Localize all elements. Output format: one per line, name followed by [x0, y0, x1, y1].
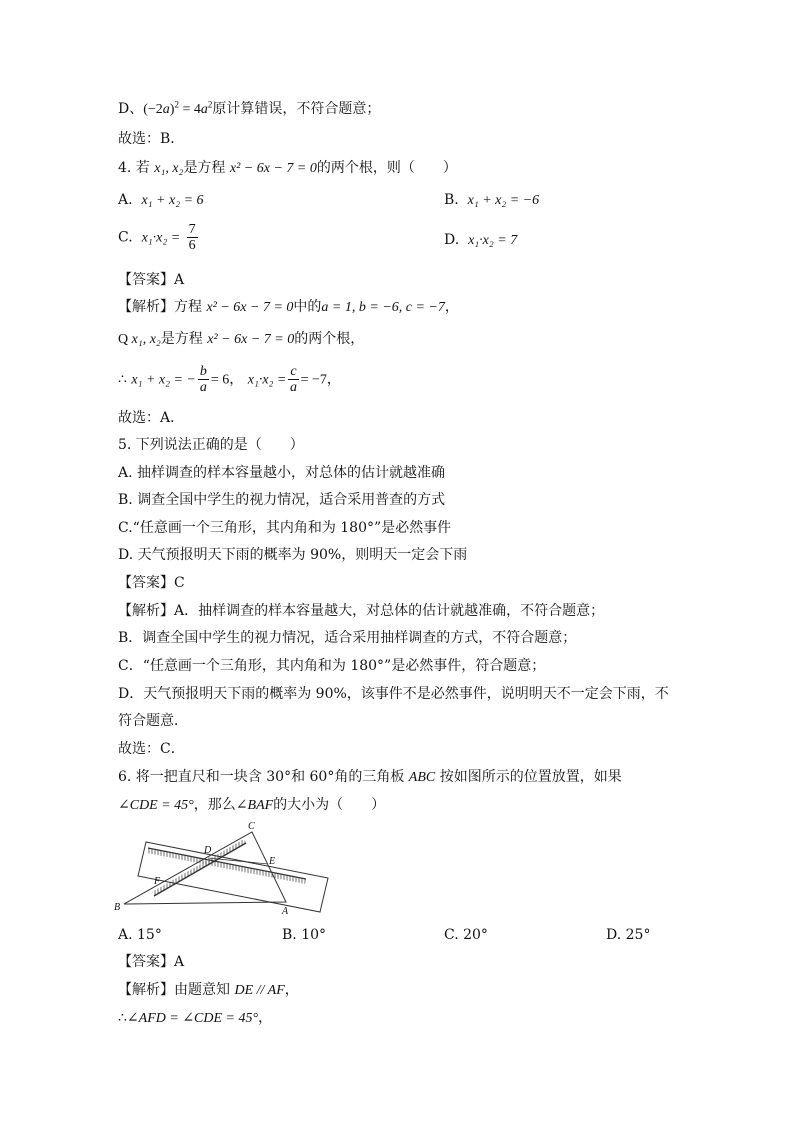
- stem-text: ，那么: [193, 797, 236, 813]
- q3-option-d-line: [118, 99, 380, 120]
- q3-answer-line: 故选：B．: [118, 131, 185, 147]
- option-math: x₁ + x₂ = 6: [141, 193, 204, 208]
- label-d: D: [204, 845, 212, 856]
- analysis-math: x₁·x₂ =: [247, 372, 287, 388]
- ruler-triangle-figure: [112, 818, 334, 918]
- fraction-numerator: 7: [188, 222, 196, 237]
- analysis-math: a = 1, b = −6, c = −7: [321, 300, 445, 315]
- q5-option-b: B. 调查全国中学生的视力情况，适合采用普查的方式: [118, 492, 446, 508]
- expr-var: a: [162, 102, 170, 117]
- q6-option-c: C. 20°: [444, 927, 488, 943]
- analysis-symbol: Q: [118, 332, 132, 347]
- q6-stem-2: [118, 795, 385, 816]
- q4-option-a: [118, 190, 204, 211]
- q4-analysis-3: [118, 364, 341, 395]
- q4-option-d: [444, 230, 517, 251]
- stem-text: 的大小为（ ）: [273, 797, 386, 813]
- analysis-text: ，: [326, 371, 341, 388]
- analysis-label: 【解析】: [118, 299, 174, 315]
- stem-text: 的两个根，则（ ）: [316, 160, 457, 176]
- option-math: x₁·x₂ = 7: [468, 233, 518, 248]
- exponent: 2: [174, 99, 179, 110]
- exponent: 2: [207, 99, 213, 110]
- stem-text: 是方程: [183, 160, 230, 176]
- analysis-text: ，: [284, 982, 299, 998]
- q4-stem: [118, 158, 457, 179]
- label-e: E: [269, 856, 276, 867]
- analysis-text: 【解析】由题意知: [118, 982, 235, 998]
- expr-part: = 4: [178, 102, 201, 117]
- fraction-numerator: b: [199, 364, 207, 379]
- q6-stem-1: [118, 767, 622, 788]
- label-b: B: [114, 902, 121, 913]
- analysis-symbol: ∴: [118, 371, 132, 388]
- analysis-text: ，: [229, 371, 244, 388]
- option-d-prefix: D、: [118, 101, 144, 117]
- option-label: D.: [444, 232, 460, 248]
- analysis-math: = 6: [210, 372, 230, 388]
- stem-math: x₁, x₂: [154, 161, 184, 176]
- q4-option-b: [444, 190, 539, 211]
- q5-answer-line: 故选：C．: [118, 741, 185, 757]
- analysis-text: ，: [444, 299, 459, 315]
- fraction-denominator: a: [199, 380, 207, 395]
- analysis-math: DE // AF: [234, 983, 285, 998]
- analysis-text: ，: [258, 1010, 273, 1026]
- q5-answer: 【答案】C: [118, 575, 185, 591]
- q5-option-d: D. 天气预报明天下雨的概率为 90%，则明天一定会下雨: [118, 547, 468, 563]
- label-c: C: [248, 821, 255, 832]
- analysis-math: x₁, x₂: [131, 332, 161, 347]
- analysis-math: x² − 6x − 7 = 0: [206, 300, 294, 315]
- stem-math: ABC: [408, 770, 436, 785]
- q4-analysis-1: [118, 297, 459, 318]
- stem-text: 按如图所示的位置放置，如果: [435, 769, 622, 785]
- expr-var: a: [200, 102, 208, 117]
- label-f: F: [154, 876, 161, 887]
- option-label: C.: [118, 229, 133, 246]
- option-d-text: 原计算错误，不符合题意；: [212, 101, 381, 117]
- q5-analysis-2: B．调查全国中学生的视力情况，适合采用抽样调查的方式，不符合题意；: [118, 630, 577, 646]
- fraction: [187, 222, 198, 253]
- q6-option-b: B. 10°: [282, 927, 327, 943]
- fraction: [288, 364, 298, 395]
- stem-math: ∠BAF: [235, 798, 274, 813]
- q5-stem: 5. 下列说法正确的是（ ）: [118, 437, 304, 453]
- stem-math: x² − 6x − 7 = 0: [229, 161, 317, 176]
- q4-option-c: [118, 222, 200, 253]
- expr-part: (−2: [143, 102, 163, 117]
- q5-option-a: A. 抽样调查的样本容量越小，对总体的估计就越准确: [118, 465, 446, 481]
- q5-analysis-1: 【解析】A．抽样调查的样本容量越大，对总体的估计就越准确，不符合题意；: [118, 603, 605, 619]
- stem-text: 6. 将一把直尺和一块含 30°和 60°角的三角板: [118, 769, 409, 785]
- analysis-math: = −7: [300, 372, 327, 388]
- analysis-text: 方程: [174, 299, 207, 315]
- fraction-denominator: a: [289, 380, 297, 395]
- q5-analysis-4: D．天气预报明天下雨的概率为 90%，该事件不是必然事件，说明明天不一定会下雨，不: [118, 686, 669, 702]
- analysis-math: x₁ + x₂ = −: [131, 372, 196, 388]
- stem-text: 4. 若: [118, 160, 155, 176]
- analysis-text: 中的: [293, 299, 322, 315]
- stem-math: ∠CDE = 45°: [118, 798, 194, 813]
- option-math: x₁·x₂ =: [141, 230, 181, 246]
- q6-answer: 【答案】A: [118, 954, 185, 970]
- option-math: x₁ + x₂ = −6: [467, 193, 540, 208]
- option-label: B.: [444, 192, 459, 208]
- option-label: A.: [118, 192, 133, 208]
- fraction-numerator: c: [290, 364, 297, 379]
- analysis-math: ∠AFD = ∠CDE = 45°: [126, 1011, 259, 1026]
- analysis-text: 是方程: [160, 331, 208, 347]
- q4-answer: 【答案】A: [118, 272, 185, 288]
- fraction: [198, 364, 209, 395]
- label-a: A: [282, 906, 289, 917]
- analysis-text: 的两个根，: [294, 331, 365, 347]
- q6-analysis-2: [118, 1008, 272, 1029]
- q6-option-d: D. 25°: [606, 927, 651, 943]
- analysis-math: x² − 6x − 7 = 0: [207, 332, 295, 347]
- analysis-symbol: ∴: [118, 1010, 127, 1026]
- q4-answer-line: 故选：A．: [118, 410, 185, 426]
- q6-option-a: A. 15°: [118, 927, 162, 943]
- fraction-denominator: 6: [188, 238, 196, 253]
- q6-analysis-1: [118, 980, 299, 1001]
- q5-option-c: C.“任意画一个三角形，其内角和为 180°”是必然事件: [118, 520, 452, 536]
- q5-analysis-5: 符合题意．: [118, 713, 188, 729]
- q4-analysis-2: [118, 329, 364, 350]
- expr-part: ): [169, 102, 175, 117]
- q5-analysis-3: C．“任意画一个三角形，其内角和为 180°”是必然事件，符合题意；: [118, 658, 546, 674]
